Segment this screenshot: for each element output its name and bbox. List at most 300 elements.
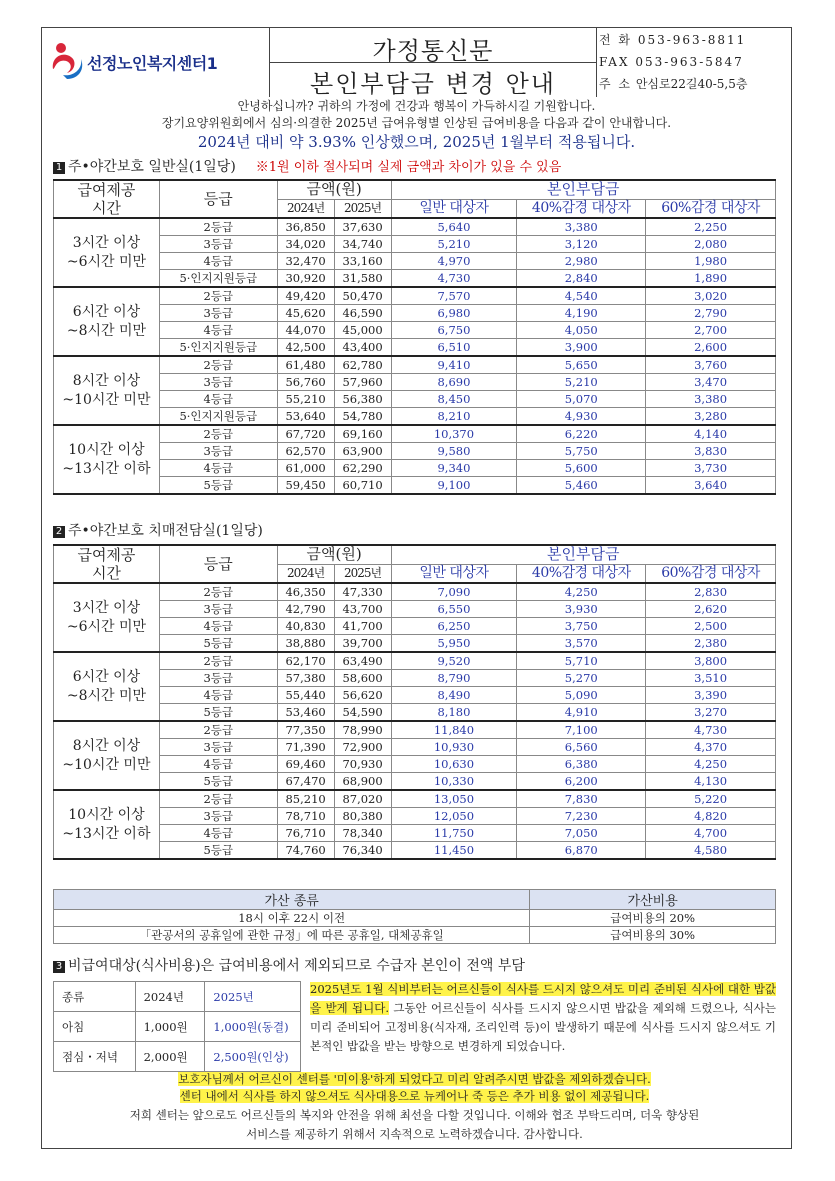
copay-40-cell: 5,710	[517, 652, 646, 670]
table-row	[54, 374, 776, 391]
amount-2024-cell: 55,440	[277, 687, 334, 704]
copay-40-cell: 4,540	[517, 287, 646, 305]
table-row	[54, 236, 776, 253]
copay-general-header: 일반 대상자	[391, 564, 517, 583]
service-time-from: 3시간 이상	[72, 234, 141, 251]
table-row	[54, 808, 776, 825]
grade-cell: 4등급	[159, 618, 277, 635]
grade-cell: 2등급	[159, 721, 277, 739]
copay-general-cell: 9,520	[391, 652, 517, 670]
amount-2024-cell: 57,380	[277, 670, 334, 687]
amount-2024-cell: 69,460	[277, 756, 334, 773]
addon-table	[53, 889, 776, 944]
amount-2025-cell: 63,490	[334, 652, 391, 670]
grade-cell: 4등급	[159, 825, 277, 842]
amount-2025-cell: 41,700	[334, 618, 391, 635]
table-row	[54, 635, 776, 653]
grade-cell: 3등급	[159, 305, 277, 322]
amount-2025-cell: 63,900	[334, 443, 391, 460]
meal-type: 점심・저녁	[54, 1042, 136, 1072]
grade-cell: 3등급	[159, 670, 277, 687]
copay-60-cell: 2,080	[646, 236, 776, 253]
table-header-row	[54, 545, 776, 564]
meal-price-2024: 1,000원	[135, 1012, 205, 1042]
amount-2025-cell: 34,740	[334, 236, 391, 253]
meal-price-2025: 2,500원(인상)	[205, 1042, 301, 1072]
grade-cell: 2등급	[159, 356, 277, 374]
section-label: 주•야간보호 치매전담실(1일당)	[68, 523, 263, 539]
grade-cell: 4등급	[159, 253, 277, 270]
copay-60-cell: 1,980	[646, 253, 776, 270]
amount-2025-cell: 68,900	[334, 773, 391, 791]
note-text: 보호자님께서 어르신이 센터를 '미이용'하게 되었다고 미리 알려주시면 밥값을 제외하겠습니다.	[178, 1072, 651, 1086]
amount-2024-cell: 46,350	[277, 583, 334, 601]
service-time-group	[54, 218, 160, 287]
copay-general-cell: 7,090	[391, 583, 517, 601]
copay-40-cell: 5,750	[517, 443, 646, 460]
copay-general-cell: 6,750	[391, 322, 517, 339]
amount-2025-cell: 47,330	[334, 583, 391, 601]
amount-2025-cell: 56,380	[334, 391, 391, 408]
amount-2024-cell: 38,880	[277, 635, 334, 653]
amount-2024-cell: 42,500	[277, 339, 334, 357]
grade-cell: 3등급	[159, 601, 277, 618]
logo-icon	[49, 39, 85, 79]
table-row	[54, 356, 776, 374]
service-time-to: ~8시간 미만	[66, 322, 147, 339]
table-row	[54, 927, 776, 944]
amount-2024-cell: 74,760	[277, 842, 334, 860]
meal-head-type: 종류	[54, 982, 136, 1012]
grade-cell: 3등급	[159, 739, 277, 756]
copay-60-cell: 4,700	[646, 825, 776, 842]
intro-line-1: 안녕하십니까? 귀하의 가정에 건강과 행복이 가득하시길 기원합니다.	[237, 99, 596, 113]
copay-40-cell: 4,910	[517, 704, 646, 722]
copay-60-cell: 4,580	[646, 842, 776, 860]
amount-2024-cell: 76,710	[277, 825, 334, 842]
contact-label: 주 소	[599, 77, 632, 91]
copay-header: 본인부담금	[391, 545, 775, 564]
service-time-to: ~6시간 미만	[66, 618, 147, 635]
service-time-group	[54, 652, 160, 721]
addon-cost-header: 가산비용	[530, 890, 776, 910]
addon-cost: 급여비용의 30%	[530, 927, 776, 944]
amount-2024-cell: 85,210	[277, 790, 334, 808]
amount-2024-cell: 42,790	[277, 601, 334, 618]
grade-header: 등급	[159, 545, 277, 583]
amount-2024-cell: 49,420	[277, 287, 334, 305]
table-row	[54, 425, 776, 443]
meal-head-2025: 2025년	[205, 982, 301, 1012]
grade-cell: 2등급	[159, 790, 277, 808]
section-number: 2	[53, 526, 65, 538]
service-time-from: 3시간 이상	[72, 599, 141, 616]
amount-2024-cell: 36,850	[277, 218, 334, 236]
copay-general-cell: 6,980	[391, 305, 517, 322]
copay-40-cell: 2,980	[517, 253, 646, 270]
amount-2024-cell: 45,620	[277, 305, 334, 322]
copay-40-cell: 7,230	[517, 808, 646, 825]
table-row	[54, 253, 776, 270]
amount-2025-cell: 37,630	[334, 218, 391, 236]
copay-60-cell: 3,280	[646, 408, 776, 426]
amount-2025-cell: 78,340	[334, 825, 391, 842]
table-row	[54, 460, 776, 477]
copay-general-cell: 9,410	[391, 356, 517, 374]
service-time-to: ~13시간 이하	[62, 460, 151, 477]
copay-40-cell: 3,930	[517, 601, 646, 618]
section-label: 주•야간보호 일반실(1일당)	[68, 159, 236, 175]
table-row	[54, 790, 776, 808]
table-row	[54, 391, 776, 408]
org-name: 선정노인복지센터1	[87, 54, 218, 73]
service-time-from: 6시간 이상	[72, 668, 141, 685]
table-row	[54, 322, 776, 339]
table-row	[54, 408, 776, 426]
grade-cell: 4등급	[159, 756, 277, 773]
year-2024-header: 2024년	[277, 564, 334, 583]
copay-40-cell: 2,840	[517, 270, 646, 288]
amount-2024-cell: 62,570	[277, 443, 334, 460]
amount-2025-cell: 45,000	[334, 322, 391, 339]
amount-2024-cell: 61,480	[277, 356, 334, 374]
copay-40-cell: 7,100	[517, 721, 646, 739]
copay-60-cell: 3,470	[646, 374, 776, 391]
grade-cell: 4등급	[159, 322, 277, 339]
table-row	[54, 670, 776, 687]
addon-type-header: 가산 종류	[54, 890, 530, 910]
section-2-title	[53, 520, 263, 540]
copay-60-cell: 3,270	[646, 704, 776, 722]
copay-60-cell: 4,730	[646, 721, 776, 739]
amount-2025-cell: 39,700	[334, 635, 391, 653]
copay-60-header: 60%감경 대상자	[646, 564, 776, 583]
copay-general-cell: 5,640	[391, 218, 517, 236]
amount-2024-cell: 77,350	[277, 721, 334, 739]
copay-40-cell: 4,050	[517, 322, 646, 339]
table-row	[54, 618, 776, 635]
table-row	[54, 601, 776, 618]
contact-label: 전 화	[599, 33, 632, 47]
meal-price-2025: 1,000원(동결)	[205, 1012, 301, 1042]
copay-40-cell: 3,750	[517, 618, 646, 635]
copay-60-cell: 2,500	[646, 618, 776, 635]
meal-policy-highlight: 2025년도 1월 식비부터는 어르신들이 식사를 드시지 않으셔도 미리 준비된 식사에 대한 밥값을 받게 됩니다.	[310, 982, 776, 1015]
contact-fax	[599, 51, 791, 73]
amount-2024-cell: 53,640	[277, 408, 334, 426]
intro-line-2: 장기요양위원회에서 심의·의결한 2025년 급여유형별 인상된 급여비용을 다음과 같이 안내합니다.	[161, 116, 672, 130]
meal-policy-detail: 그동안 어르신들이 식사를 드시지 않으시면 밥값을 제외해 드렸으나, 식사는 미리 준비되어 고정비용(식자재, 조리인력 등)이 발생하기 때문에 식사를 드시지 않으셔도 기본적인 밥값을 받는 방향으로 변경하게 되었습니다.	[310, 1001, 777, 1053]
service-time-group	[54, 356, 160, 425]
page-title: 본인부담금 변경 안내	[310, 70, 556, 98]
copay-60-cell: 5,220	[646, 790, 776, 808]
table-row	[54, 443, 776, 460]
grade-cell: 3등급	[159, 808, 277, 825]
meal-note-2	[53, 1088, 776, 1104]
amount-2025-cell: 76,340	[334, 842, 391, 860]
amount-2024-cell: 67,470	[277, 773, 334, 791]
doc-type-title: 가정통신문	[372, 37, 494, 65]
copay-general-cell: 6,250	[391, 618, 517, 635]
meal-note-1	[53, 1071, 776, 1087]
copay-60-cell: 1,890	[646, 270, 776, 288]
service-time-from: 10시간 이상	[68, 806, 145, 823]
grade-cell: 5등급	[159, 635, 277, 653]
copay-general-cell: 8,180	[391, 704, 517, 722]
table-row	[54, 339, 776, 357]
table-row	[54, 756, 776, 773]
meal-cost-table	[53, 981, 301, 1072]
amount-2024-cell: 55,210	[277, 391, 334, 408]
amount-2024-cell: 56,760	[277, 374, 334, 391]
copay-40-cell: 3,380	[517, 218, 646, 236]
grade-cell: 4등급	[159, 391, 277, 408]
copay-60-cell: 4,250	[646, 756, 776, 773]
copay-60-cell: 2,620	[646, 601, 776, 618]
service-time-group	[54, 287, 160, 356]
copay-40-cell: 3,900	[517, 339, 646, 357]
copay-general-cell: 4,970	[391, 253, 517, 270]
copay-40-cell: 5,600	[517, 460, 646, 477]
amount-2024-cell: 34,020	[277, 236, 334, 253]
amount-header: 금액(원)	[277, 545, 391, 564]
copay-general-cell: 9,340	[391, 460, 517, 477]
table-row	[54, 910, 776, 927]
logo	[45, 37, 225, 87]
grade-cell: 5·인지지원등급	[159, 339, 277, 357]
copay-40-cell: 5,460	[517, 477, 646, 495]
amount-header: 금액(원)	[277, 180, 391, 199]
copay-60-cell: 4,130	[646, 773, 776, 791]
copay-40-cell: 4,250	[517, 583, 646, 601]
amount-2025-cell: 54,590	[334, 704, 391, 722]
service-time-header: 급여제공 시간	[54, 545, 160, 583]
amount-2024-cell: 62,170	[277, 652, 334, 670]
grade-cell: 4등급	[159, 460, 277, 477]
table-header-row	[54, 180, 776, 199]
copay-general-cell: 11,750	[391, 825, 517, 842]
contact-address	[599, 73, 791, 95]
amount-2025-cell: 57,960	[334, 374, 391, 391]
grade-cell: 2등급	[159, 218, 277, 236]
fee-table-general	[53, 179, 776, 495]
grade-cell: 5등급	[159, 704, 277, 722]
grade-cell: 3등급	[159, 374, 277, 391]
closing-line-1: 저희 센터는 앞으로도 어르신들의 복지와 안전을 위해 최선을 다할 것입니다. 이해와 협조 부탁드리며, 더욱 향상된	[129, 1108, 700, 1122]
copay-general-cell: 6,510	[391, 339, 517, 357]
service-time-to: ~8시간 미만	[66, 687, 147, 704]
copay-general-header: 일반 대상자	[391, 199, 517, 218]
copay-40-cell: 7,830	[517, 790, 646, 808]
grade-cell: 5등급	[159, 773, 277, 791]
table-row	[54, 687, 776, 704]
table-row	[54, 477, 776, 495]
table-row	[54, 583, 776, 601]
copay-40-cell: 5,090	[517, 687, 646, 704]
copay-general-cell: 8,690	[391, 374, 517, 391]
meal-policy-text	[310, 980, 776, 1056]
table-row	[54, 652, 776, 670]
copay-60-header: 60%감경 대상자	[646, 199, 776, 218]
contact-value: 053-963-5847	[635, 55, 744, 69]
service-time-group	[54, 425, 160, 494]
table-row	[54, 287, 776, 305]
copay-40-header: 40%감경 대상자	[517, 564, 646, 583]
copay-general-cell: 11,840	[391, 721, 517, 739]
service-time-from: 8시간 이상	[72, 737, 141, 754]
addon-type: 「관공서의 공휴일에 관한 규정」에 따른 공휴일, 대체공휴일	[54, 927, 530, 944]
closing-line-2: 서비스를 제공하기 위해서 지속적으로 노력하겠습니다. 감사합니다.	[246, 1127, 583, 1141]
copay-60-cell: 2,790	[646, 305, 776, 322]
amount-2025-cell: 78,990	[334, 721, 391, 739]
section-label: 비급여대상(식사비용)은 급여비용에서 제외되므로 수급자 본인이 전액 부담	[68, 958, 525, 974]
copay-general-cell: 8,490	[391, 687, 517, 704]
closing-message	[53, 1106, 776, 1144]
copay-general-cell: 9,580	[391, 443, 517, 460]
copay-general-cell: 13,050	[391, 790, 517, 808]
service-time-to: ~13시간 이하	[62, 825, 151, 842]
copay-general-cell: 9,100	[391, 477, 517, 495]
contact-info	[599, 29, 791, 95]
table-row	[54, 704, 776, 722]
service-time-group	[54, 721, 160, 790]
table-row	[54, 270, 776, 288]
amount-2024-cell: 32,470	[277, 253, 334, 270]
copay-60-cell: 4,820	[646, 808, 776, 825]
table-header-row	[54, 890, 776, 910]
grade-cell: 5·인지지원등급	[159, 270, 277, 288]
section-number: 3	[53, 961, 65, 973]
copay-60-cell: 2,600	[646, 339, 776, 357]
copay-general-cell: 5,950	[391, 635, 517, 653]
grade-cell: 2등급	[159, 425, 277, 443]
contact-value: 안심로22길40-5,5층	[635, 77, 748, 91]
fee-table-dementia	[53, 544, 776, 860]
title-box	[269, 27, 597, 97]
grade-cell: 2등급	[159, 287, 277, 305]
amount-2024-cell: 40,830	[277, 618, 334, 635]
amount-2025-cell: 87,020	[334, 790, 391, 808]
copay-60-cell: 2,380	[646, 635, 776, 653]
copay-general-cell: 8,790	[391, 670, 517, 687]
copay-general-cell: 7,570	[391, 287, 517, 305]
amount-2024-cell: 59,450	[277, 477, 334, 495]
copay-general-cell: 10,330	[391, 773, 517, 791]
copay-general-cell: 4,730	[391, 270, 517, 288]
title-divider	[270, 62, 596, 63]
copay-40-cell: 7,050	[517, 825, 646, 842]
table-row	[54, 842, 776, 860]
copay-60-cell: 3,020	[646, 287, 776, 305]
copay-60-cell: 3,640	[646, 477, 776, 495]
amount-2024-cell: 61,000	[277, 460, 334, 477]
amount-2025-cell: 54,780	[334, 408, 391, 426]
grade-cell: 2등급	[159, 652, 277, 670]
contact-phone	[599, 29, 791, 51]
section-number: 1	[53, 162, 65, 174]
service-time-to: ~6시간 미만	[66, 253, 147, 270]
copay-60-cell: 4,370	[646, 739, 776, 756]
copay-40-cell: 3,120	[517, 236, 646, 253]
copay-general-cell: 8,450	[391, 391, 517, 408]
table-row	[54, 1042, 301, 1072]
service-time-to: ~10시간 미만	[62, 756, 151, 773]
copay-60-cell: 3,730	[646, 460, 776, 477]
table-row	[54, 218, 776, 236]
copay-40-cell: 5,270	[517, 670, 646, 687]
amount-2025-cell: 58,600	[334, 670, 391, 687]
year-2025-header: 2025년	[334, 199, 391, 218]
copay-general-cell: 6,550	[391, 601, 517, 618]
copay-general-cell: 8,210	[391, 408, 517, 426]
copay-40-cell: 3,570	[517, 635, 646, 653]
table-row	[54, 1012, 301, 1042]
grade-cell: 4등급	[159, 687, 277, 704]
amount-2024-cell: 30,920	[277, 270, 334, 288]
copay-60-cell: 3,830	[646, 443, 776, 460]
grade-cell: 2등급	[159, 583, 277, 601]
copay-60-cell: 3,390	[646, 687, 776, 704]
table-row	[54, 739, 776, 756]
copay-header: 본인부담금	[391, 180, 775, 199]
contact-label: FAX	[599, 55, 630, 69]
table-row	[54, 773, 776, 791]
headline: 2024년 대비 약 3.93% 인상했으며, 2025년 1월부터 적용됩니다.	[197, 133, 636, 151]
amount-2025-cell: 31,580	[334, 270, 391, 288]
copay-60-cell: 2,830	[646, 583, 776, 601]
copay-40-cell: 5,210	[517, 374, 646, 391]
grade-cell: 3등급	[159, 443, 277, 460]
grade-cell: 5등급	[159, 842, 277, 860]
amount-2024-cell: 78,710	[277, 808, 334, 825]
amount-2025-cell: 62,780	[334, 356, 391, 374]
service-time-to: ~10시간 미만	[62, 391, 151, 408]
amount-2025-cell: 43,700	[334, 601, 391, 618]
copay-40-cell: 6,220	[517, 425, 646, 443]
year-2024-header: 2024년	[277, 199, 334, 218]
copay-60-cell: 4,140	[646, 425, 776, 443]
amount-2024-cell: 44,070	[277, 322, 334, 339]
copay-60-cell: 3,510	[646, 670, 776, 687]
amount-2025-cell: 72,900	[334, 739, 391, 756]
meal-head-2024: 2024년	[135, 982, 205, 1012]
header	[41, 27, 792, 97]
service-time-from: 10시간 이상	[68, 441, 145, 458]
table-row	[54, 825, 776, 842]
copay-40-cell: 5,070	[517, 391, 646, 408]
copay-60-cell: 3,380	[646, 391, 776, 408]
copay-general-cell: 10,930	[391, 739, 517, 756]
table-header-row	[54, 982, 301, 1012]
note-text: 센터 내에서 식사를 하지 않으셔도 식사대용으로 뉴케어나 죽 등은 추가 비용 없이 제공됩니다.	[179, 1089, 650, 1103]
grade-cell: 5·인지지원등급	[159, 408, 277, 426]
copay-60-cell: 3,800	[646, 652, 776, 670]
amount-2025-cell: 33,160	[334, 253, 391, 270]
grade-cell: 3등급	[159, 236, 277, 253]
service-time-group	[54, 790, 160, 859]
copay-40-cell: 4,930	[517, 408, 646, 426]
grade-cell: 5등급	[159, 477, 277, 495]
meal-price-2024: 2,000원	[135, 1042, 205, 1072]
section-1-title	[53, 156, 561, 176]
copay-general-cell: 10,370	[391, 425, 517, 443]
amount-2025-cell: 70,930	[334, 756, 391, 773]
service-time-group	[54, 583, 160, 652]
copay-general-cell: 10,630	[391, 756, 517, 773]
copay-40-cell: 5,650	[517, 356, 646, 374]
service-time-from: 8시간 이상	[72, 372, 141, 389]
amount-2025-cell: 43,400	[334, 339, 391, 357]
